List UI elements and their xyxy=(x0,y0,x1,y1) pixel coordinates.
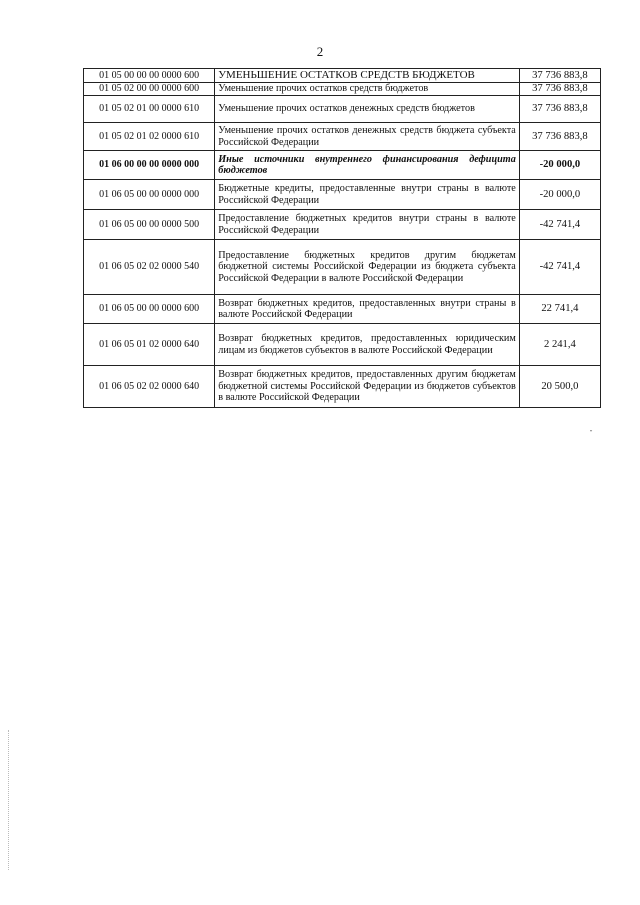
row-amount: -42 741,4 xyxy=(519,240,600,295)
row-code: 01 06 05 02 02 0000 540 xyxy=(84,240,215,295)
table-row xyxy=(84,295,601,324)
budget-sources-table xyxy=(83,68,601,408)
table-row xyxy=(84,69,601,83)
row-name: Уменьшение прочих остатков денежных средств бюджетов xyxy=(215,96,520,123)
row-code: 01 05 02 01 02 0000 610 xyxy=(84,123,215,151)
row-name: Возврат бюджетных кредитов, предоставленных другим бюджетам бюджетной системы Российской Федерации из бюджетов субъектов в валюте Российской Федерации xyxy=(215,366,520,408)
row-amount: 37 736 883,8 xyxy=(519,123,600,151)
row-code: 01 06 05 00 00 0000 000 xyxy=(84,180,215,210)
row-amount: 37 736 883,8 xyxy=(519,69,600,83)
row-name: Уменьшение прочих остатков средств бюджетов xyxy=(215,83,520,96)
row-code: 01 06 05 02 02 0000 640 xyxy=(84,366,215,408)
table-row xyxy=(84,240,601,295)
page-number: 2 xyxy=(316,44,324,59)
row-code: 01 05 02 00 00 0000 600 xyxy=(84,83,215,96)
scan-margin-artifact xyxy=(8,730,11,870)
row-amount: -42 741,4 xyxy=(519,210,600,240)
table-row xyxy=(84,151,601,180)
row-amount: -20 000,0 xyxy=(519,180,600,210)
closing-quote-mark: " xyxy=(590,430,593,436)
row-name: Возврат бюджетных кредитов, предоставленных внутри страны в валюте Российской Федерации xyxy=(215,295,520,324)
table-row xyxy=(84,324,601,366)
row-amount: 20 500,0 xyxy=(519,366,600,408)
table-row xyxy=(84,96,601,123)
row-name: Иные источники внутреннего финансирования дефицита бюджетов xyxy=(215,151,520,180)
row-name: Уменьшение прочих остатков денежных средств бюджета субъекта Российской Федерации xyxy=(215,123,520,151)
row-amount: 22 741,4 xyxy=(519,295,600,324)
row-code: 01 06 00 00 00 0000 000 xyxy=(84,151,215,180)
table-row xyxy=(84,366,601,408)
table-row xyxy=(84,180,601,210)
row-code: 01 05 02 01 00 0000 610 xyxy=(84,96,215,123)
table-row xyxy=(84,123,601,151)
table-row xyxy=(84,210,601,240)
row-code: 01 06 05 01 02 0000 640 xyxy=(84,324,215,366)
row-name: Бюджетные кредиты, предоставленные внутри страны в валюте Российской Федерации xyxy=(215,180,520,210)
row-amount: 37 736 883,8 xyxy=(519,96,600,123)
row-amount: -20 000,0 xyxy=(519,151,600,180)
row-amount: 2 241,4 xyxy=(519,324,600,366)
row-code: 01 05 00 00 00 0000 600 xyxy=(84,69,215,83)
row-name: Возврат бюджетных кредитов, предоставленных юридическим лицам из бюджетов субъектов в валюте Российской Федерации xyxy=(215,324,520,366)
row-code: 01 06 05 00 00 0000 500 xyxy=(84,210,215,240)
row-name: Предоставление бюджетных кредитов другим бюджетам бюджетной системы Российской Федерации из бюджета субъекта Российской Федерации в валюте Российской Федерации xyxy=(215,240,520,295)
row-name: УМЕНЬШЕНИЕ ОСТАТКОВ СРЕДСТВ БЮДЖЕТОВ xyxy=(215,69,520,83)
row-name: Предоставление бюджетных кредитов внутри страны в валюте Российской Федерации xyxy=(215,210,520,240)
table-row xyxy=(84,83,601,96)
row-code: 01 06 05 00 00 0000 600 xyxy=(84,295,215,324)
row-amount: 37 736 883,8 xyxy=(519,83,600,96)
